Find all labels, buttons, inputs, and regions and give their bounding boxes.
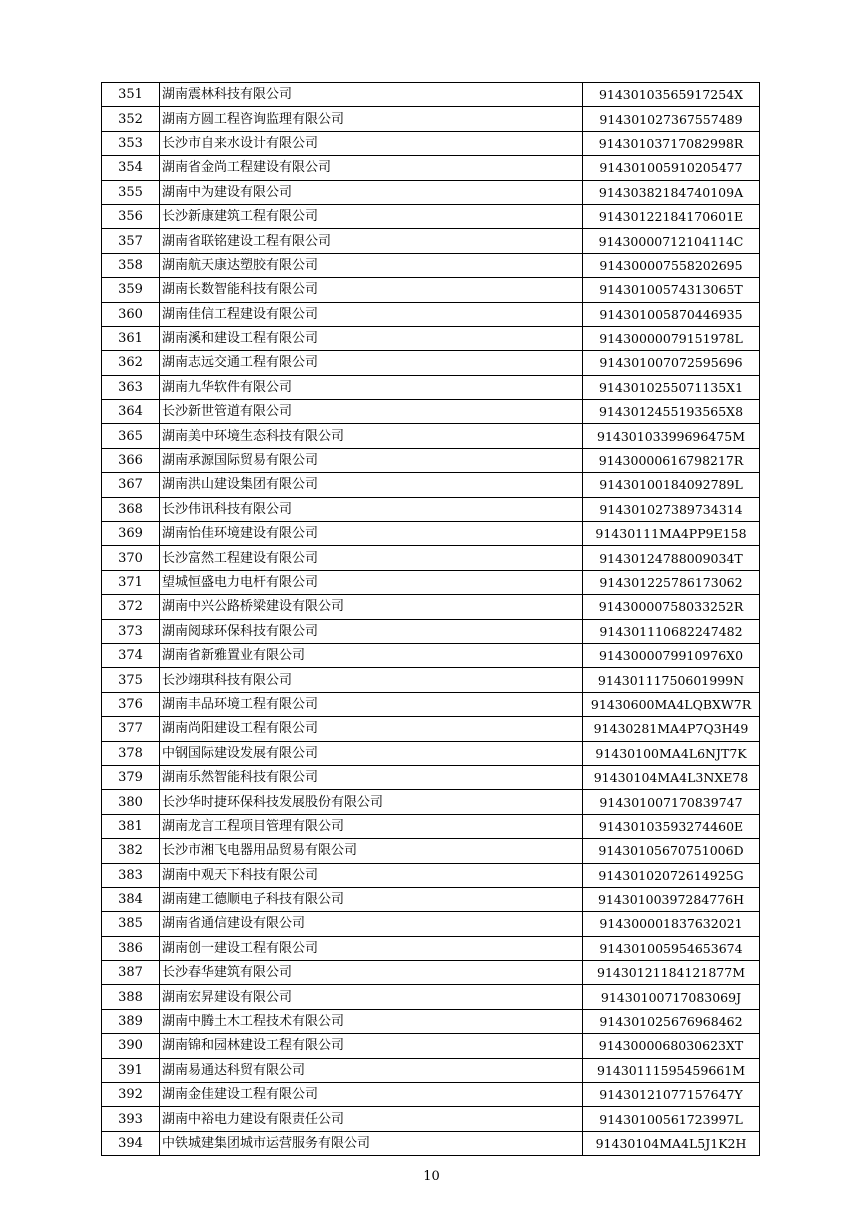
credit-code: 91430111750601999N bbox=[583, 668, 760, 692]
row-number: 359 bbox=[102, 278, 160, 302]
row-number: 372 bbox=[102, 595, 160, 619]
table-row bbox=[102, 1058, 760, 1082]
credit-code: 91430100MA4L6NJT7K bbox=[583, 741, 760, 765]
company-name: 湖南锦和园林建设工程有限公司 bbox=[160, 1034, 583, 1058]
credit-code: 91430122184170601E bbox=[583, 204, 760, 228]
credit-code: 914301005954653674 bbox=[583, 936, 760, 960]
company-name: 湖南中兴公路桥梁建设有限公司 bbox=[160, 595, 583, 619]
table-row bbox=[102, 375, 760, 399]
table-row bbox=[102, 107, 760, 131]
company-name: 湖南龙言工程项目管理有限公司 bbox=[160, 814, 583, 838]
row-number: 376 bbox=[102, 692, 160, 716]
company-name: 长沙新康建筑工程有限公司 bbox=[160, 204, 583, 228]
company-name: 长沙春华建筑有限公司 bbox=[160, 961, 583, 985]
company-name: 湖南承源国际贸易有限公司 bbox=[160, 448, 583, 472]
table-body bbox=[102, 83, 760, 1156]
row-number: 387 bbox=[102, 961, 160, 985]
company-name: 湖南美中环境生态科技有限公司 bbox=[160, 424, 583, 448]
credit-code: 91430102072614925G bbox=[583, 863, 760, 887]
table-row bbox=[102, 790, 760, 814]
row-number: 352 bbox=[102, 107, 160, 131]
company-name: 湖南乐然智能科技有限公司 bbox=[160, 765, 583, 789]
table-row bbox=[102, 668, 760, 692]
table-row bbox=[102, 448, 760, 472]
company-name: 湖南溪和建设工程有限公司 bbox=[160, 326, 583, 350]
credit-code: 914301025676968462 bbox=[583, 1009, 760, 1033]
table-row bbox=[102, 156, 760, 180]
row-number: 383 bbox=[102, 863, 160, 887]
company-name: 湖南中为建设有限公司 bbox=[160, 180, 583, 204]
credit-code: 91430100184092789L bbox=[583, 473, 760, 497]
company-name: 湖南志远交通工程有限公司 bbox=[160, 351, 583, 375]
row-number: 390 bbox=[102, 1034, 160, 1058]
row-number: 360 bbox=[102, 302, 160, 326]
row-number: 384 bbox=[102, 887, 160, 911]
credit-code: 91430103717082998R bbox=[583, 131, 760, 155]
table-row bbox=[102, 961, 760, 985]
row-number: 364 bbox=[102, 400, 160, 424]
table-row bbox=[102, 863, 760, 887]
credit-code: 914301027367557489 bbox=[583, 107, 760, 131]
table-row bbox=[102, 546, 760, 570]
company-name: 湖南丰品环境工程有限公司 bbox=[160, 692, 583, 716]
row-number: 362 bbox=[102, 351, 160, 375]
credit-code: 91430111MA4PP9E158 bbox=[583, 522, 760, 546]
table-row bbox=[102, 326, 760, 350]
table-row bbox=[102, 1131, 760, 1155]
row-number: 367 bbox=[102, 473, 160, 497]
company-name: 湖南中观天下科技有限公司 bbox=[160, 863, 583, 887]
company-name: 湖南怡佳环境建设有限公司 bbox=[160, 522, 583, 546]
row-number: 375 bbox=[102, 668, 160, 692]
table-row bbox=[102, 936, 760, 960]
row-number: 366 bbox=[102, 448, 160, 472]
row-number: 368 bbox=[102, 497, 160, 521]
credit-code: 914301007072595696 bbox=[583, 351, 760, 375]
company-name: 湖南省联铭建设工程有限公司 bbox=[160, 229, 583, 253]
company-name: 湖南中裕电力建设有限责任公司 bbox=[160, 1107, 583, 1131]
row-number: 381 bbox=[102, 814, 160, 838]
credit-code: 91430100397284776H bbox=[583, 887, 760, 911]
credit-code: 91430111595459661M bbox=[583, 1058, 760, 1082]
table-row bbox=[102, 278, 760, 302]
table-row bbox=[102, 1034, 760, 1058]
table-row bbox=[102, 473, 760, 497]
table-row bbox=[102, 229, 760, 253]
table-row bbox=[102, 985, 760, 1009]
credit-code: 91430382184740109A bbox=[583, 180, 760, 204]
row-number: 392 bbox=[102, 1083, 160, 1107]
row-number: 355 bbox=[102, 180, 160, 204]
table-row bbox=[102, 83, 760, 107]
row-number: 378 bbox=[102, 741, 160, 765]
company-name: 长沙翊琪科技有限公司 bbox=[160, 668, 583, 692]
company-name: 湖南宏昇建设有限公司 bbox=[160, 985, 583, 1009]
company-name: 中铁城建集团城市运营服务有限公司 bbox=[160, 1131, 583, 1155]
table-row bbox=[102, 814, 760, 838]
credit-code: 91430103565917254X bbox=[583, 83, 760, 107]
company-name: 长沙伟讯科技有限公司 bbox=[160, 497, 583, 521]
company-name: 湖南九华软件有限公司 bbox=[160, 375, 583, 399]
table-row bbox=[102, 131, 760, 155]
row-number: 373 bbox=[102, 619, 160, 643]
table-row bbox=[102, 400, 760, 424]
row-number: 354 bbox=[102, 156, 160, 180]
table-row bbox=[102, 351, 760, 375]
table-row bbox=[102, 839, 760, 863]
row-number: 356 bbox=[102, 204, 160, 228]
table-row bbox=[102, 765, 760, 789]
table-row bbox=[102, 741, 760, 765]
company-name: 长沙富然工程建设有限公司 bbox=[160, 546, 583, 570]
table-row bbox=[102, 1009, 760, 1033]
table-row bbox=[102, 1107, 760, 1131]
row-number: 394 bbox=[102, 1131, 160, 1155]
row-number: 358 bbox=[102, 253, 160, 277]
credit-code: 914301005910205477 bbox=[583, 156, 760, 180]
credit-code: 91430104MA4L3NXE78 bbox=[583, 765, 760, 789]
credit-code: 914300007558202695 bbox=[583, 253, 760, 277]
row-number: 382 bbox=[102, 839, 160, 863]
credit-code: 914301027389734314 bbox=[583, 497, 760, 521]
row-number: 363 bbox=[102, 375, 160, 399]
credit-code: 91430600MA4LQBXW7R bbox=[583, 692, 760, 716]
company-name: 湖南佳信工程建设有限公司 bbox=[160, 302, 583, 326]
credit-code: 91430281MA4P7Q3H49 bbox=[583, 717, 760, 741]
row-number: 393 bbox=[102, 1107, 160, 1131]
company-name: 湖南阅球环保科技有限公司 bbox=[160, 619, 583, 643]
credit-code: 9143000068030623XT bbox=[583, 1034, 760, 1058]
credit-code: 91430124788009034T bbox=[583, 546, 760, 570]
page-number: 10 bbox=[423, 1169, 440, 1184]
company-name: 湖南长数智能科技有限公司 bbox=[160, 278, 583, 302]
row-number: 351 bbox=[102, 83, 160, 107]
row-number: 380 bbox=[102, 790, 160, 814]
company-name: 湖南金佳建设工程有限公司 bbox=[160, 1083, 583, 1107]
credit-code: 914301110682247482 bbox=[583, 619, 760, 643]
company-name: 湖南创一建设工程有限公司 bbox=[160, 936, 583, 960]
credit-code: 91430104MA4L5J1K2H bbox=[583, 1131, 760, 1155]
table-row bbox=[102, 570, 760, 594]
company-name: 湖南建工德顺电子科技有限公司 bbox=[160, 887, 583, 911]
credit-code: 91430000712104114C bbox=[583, 229, 760, 253]
company-name: 长沙新世管道有限公司 bbox=[160, 400, 583, 424]
credit-code: 91430105670751006D bbox=[583, 839, 760, 863]
table-row bbox=[102, 1083, 760, 1107]
table-row bbox=[102, 643, 760, 667]
row-number: 370 bbox=[102, 546, 160, 570]
row-number: 369 bbox=[102, 522, 160, 546]
row-number: 391 bbox=[102, 1058, 160, 1082]
credit-code: 91430000758033252R bbox=[583, 595, 760, 619]
credit-code: 91430103593274460E bbox=[583, 814, 760, 838]
table-row bbox=[102, 887, 760, 911]
credit-code: 91430000079151978L bbox=[583, 326, 760, 350]
credit-code: 914300001837632021 bbox=[583, 912, 760, 936]
table-row bbox=[102, 253, 760, 277]
row-number: 385 bbox=[102, 912, 160, 936]
table-row bbox=[102, 912, 760, 936]
company-name: 湖南省金尚工程建设有限公司 bbox=[160, 156, 583, 180]
company-name: 湖南方圆工程咨询监理有限公司 bbox=[160, 107, 583, 131]
company-name: 湖南尚阳建设工程有限公司 bbox=[160, 717, 583, 741]
credit-code: 91430100561723997L bbox=[583, 1107, 760, 1131]
company-name: 湖南洪山建设集团有限公司 bbox=[160, 473, 583, 497]
table-row bbox=[102, 619, 760, 643]
table-row bbox=[102, 717, 760, 741]
row-number: 353 bbox=[102, 131, 160, 155]
company-name: 湖南省通信建设有限公司 bbox=[160, 912, 583, 936]
table-row bbox=[102, 595, 760, 619]
row-number: 361 bbox=[102, 326, 160, 350]
company-name: 湖南震林科技有限公司 bbox=[160, 83, 583, 107]
credit-code: 91430000616798217R bbox=[583, 448, 760, 472]
credit-code: 91430121184121877M bbox=[583, 961, 760, 985]
company-name: 长沙市湘飞电器用品贸易有限公司 bbox=[160, 839, 583, 863]
company-name: 湖南中腾土木工程技术有限公司 bbox=[160, 1009, 583, 1033]
credit-code: 91430121077157647Y bbox=[583, 1083, 760, 1107]
company-name: 湖南易通达科贸有限公司 bbox=[160, 1058, 583, 1082]
table-row bbox=[102, 692, 760, 716]
credit-code: 914301007170839747 bbox=[583, 790, 760, 814]
table-row bbox=[102, 204, 760, 228]
credit-code: 9143012455193565X8 bbox=[583, 400, 760, 424]
company-credit-code-table bbox=[101, 82, 760, 1156]
table-row bbox=[102, 424, 760, 448]
company-name: 中钢国际建设发展有限公司 bbox=[160, 741, 583, 765]
credit-code: 91430100717083069J bbox=[583, 985, 760, 1009]
row-number: 379 bbox=[102, 765, 160, 789]
credit-code: 9143010255071135X1 bbox=[583, 375, 760, 399]
row-number: 365 bbox=[102, 424, 160, 448]
row-number: 371 bbox=[102, 570, 160, 594]
row-number: 377 bbox=[102, 717, 160, 741]
company-name: 湖南省新雅置业有限公司 bbox=[160, 643, 583, 667]
row-number: 386 bbox=[102, 936, 160, 960]
credit-code: 914301225786173062 bbox=[583, 570, 760, 594]
row-number: 389 bbox=[102, 1009, 160, 1033]
company-name: 长沙华时捷环保科技发展股份有限公司 bbox=[160, 790, 583, 814]
table-row bbox=[102, 497, 760, 521]
row-number: 388 bbox=[102, 985, 160, 1009]
table-row bbox=[102, 302, 760, 326]
credit-code: 91430100574313065T bbox=[583, 278, 760, 302]
company-name: 长沙市自来水设计有限公司 bbox=[160, 131, 583, 155]
credit-code: 91430103399696475M bbox=[583, 424, 760, 448]
company-name: 湖南航天康达塑胶有限公司 bbox=[160, 253, 583, 277]
table-row bbox=[102, 180, 760, 204]
company-name: 望城恒盛电力电杆有限公司 bbox=[160, 570, 583, 594]
credit-code: 914301005870446935 bbox=[583, 302, 760, 326]
row-number: 374 bbox=[102, 643, 160, 667]
credit-code: 9143000079910976X0 bbox=[583, 643, 760, 667]
table-row bbox=[102, 522, 760, 546]
row-number: 357 bbox=[102, 229, 160, 253]
